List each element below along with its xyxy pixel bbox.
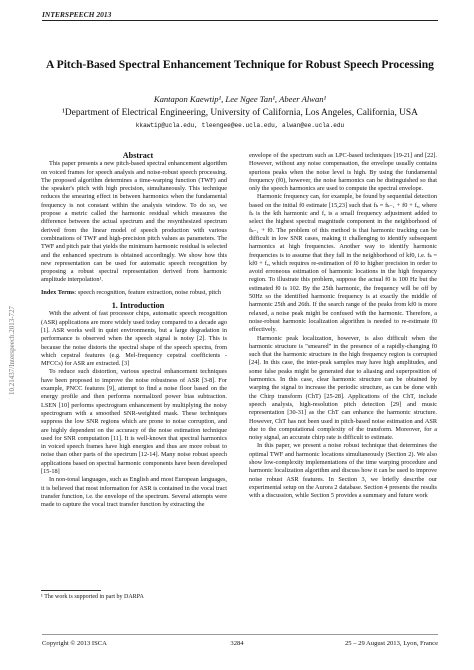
intro-paragraph: With the advent of fast processor chips, automatic speech recognition (ASR) applications are more widely used today compared to a decade ago [1]. ASR works well in quiet environments, but a large degradation in performance is observed when the speech signal is noisy [2]. This is because the noise distorts the spectral shape of the speech spectra, from which cepstral features (e.g. Mel-frequency cepstral coefficients - MFCCs) for ASR are extracted. [3] [41,310,227,368]
copyright-notice: Copyright © 2013 ISCA [42,640,107,647]
footer-rule [42,634,438,635]
intro-paragraph: In non-tonal languages, such as English and most European languages, it is believed that most information for ASR is contained in the vocal tract transfer function, i.e. the envelope of the spectrum. Several attempts were made to capture the vocal tract transfer function by extracting the [41,476,227,509]
page-number: 3284 [230,640,244,647]
footnote: ¹ The work is supported in part by DARPA [41,594,144,600]
conference-dates: 25 – 29 August 2013, Lyon, France [344,640,438,647]
abstract-heading: Abstract [122,151,154,160]
body-paragraph: Harmonic peak localization, however, is also difficult when the harmonic structure is "smeared" in the presence of a rapidly-changing f0 such that the harmonic structure in the high frequency region is corrupted [24]. In this case, the inter-peak samples may have high amplitudes, and some false peaks might be generated due to aliasing and superposition of harmonics. In this case, clear harmonic structure can be obtained by warping the signal to increase the periodic structure, as can be done with the Chirp transform (ChT) [25-28]. Applications of the ChT, include speech analysis, high-resolution pitch detection [29] and music representation [30-31] as the ChT can enhance the harmonic structure. However, ChT has not been used in pitch-based noise estimation and ASR due to the computational complexity of the transform. Moreover, for a noisy signal, an accurate chirp rate is difficult to estimate. [249,334,437,442]
body-paragraph: In this paper, we present a noise robust technique that determines the optimal TWF and harmonic locations simultaneously (Section 2). We also show low-complexity implementations of the time warping procedure and harmonic localization algorithm and discuss how it can be used to improve noise robust ASR features. In Section 3, we briefly describe our experimental setup on the Aurora 2 database. Section 4 presents the results with a discussion, while Section 5 provides a summary and future work [249,442,437,500]
doi-side-label: 10.21437/Interspeech.2013-727 [8,305,16,395]
left-column [41,152,227,509]
body-paragraph: envelope of the spectrum such as LPC-based techniques [19-21] and [22]. However, without any noise compensation, the envelope usually contains spurious peaks when the noise level is high. By using the fundamental frequency (f0), however, the noise harmonics can be distinguished so that only the speech harmonics are used to compute the spectral envelope. [249,152,437,193]
author-list: Kantapon Kaewtip¹, Lee Ngee Tan¹, Abeer Alwan¹ [153,94,327,104]
section-heading-introduction: 1. Introduction [111,301,165,311]
index-terms [41,289,227,297]
index-terms-label: Index Terms [41,288,75,296]
conference-header: INTERSPEECH 2013 [42,10,112,19]
body-paragraph: Harmonic frequency can, for example, be found by sequential detection based on the initial f0 estimate [15,23] such that fₖ = fₖ₋₁ + f0 + fₑ, where fₖ is the kth harmonic and fₑ is a small frequency adjustment added to select the highest spectral magnitude component in the neighborhood of fₖ₋₁ + f0. The problem of this method is that harmonic tracking can be difficult in low SNR cases, making it challenging to identify subsequent harmonics at high frequencies. Another way to identify harmonic frequencies is to assume that they fall in the neighborhood of kf0, i.e. fₖ = kf0 + fₑ, which requires re-estimation of f0 to higher precision in order to avoid erroneous estimation of harmonic locations in the high frequency region. To illustrate this problem, suppose the actual f0 is 100 Hz but the estimated f0 is 102. By the 25th harmonic, the frequency will be off by 50Hz so the identified harmonic frequency is at exactly the middle of harmonic 25th and 26th. If the search range of the peaks from kf0 is more relaxed, a noise peak might be confused with the harmonic. Therefore, a noise-robust harmonic localization algorithm is needed to re-estimate f0 effectively. [249,193,437,334]
abstract-body: This paper presents a new pitch-based spectral enhancement algorithm on voiced frames for speech analysis and noise-robust speech processing. The proposed algorithm determines a time-warping function (TWF) and the speaker's pitch with high precision, simultaneously. This technique reduces the smearing effect in between harmonics when the fundamental frequency is not constant within the analysis window. To do so, we propose a metric called the harmonic residual which measures the difference between the actual spectrum and the resynthesized spectrum derived from the linear model of speech production with various combinations of TWF and high-precision pitch values as parameters. The TWF and pitch pair that yields the minimum harmonic residual is selected and the enhanced spectrum is obtained accordingly. We show how this new representation can be used for automatic speech recognition by proposing a robust spectral representation derived from harmonic amplitude interpolation¹. [41,160,227,284]
right-column [249,152,437,500]
intro-paragraph: To reduce such distortion, various spectral enhancement techniques have been proposed to improve the noise robustness of ASR [3-8]. For example, PNCC features [9], attempt to find a noise floor based on the energy profile and then performs normalized power bias subtraction. LSEN [10] performs spectrogram enhancement by multiplying the noisy spectrogram with a smoothed SNR-weighted mask. These techniques suppress the low SNR regions which are prone to noise corruption, and are highly dependent on the accuracy of the noise estimation technique used for SNR computation [11]. It is well-known that spectral harmonics in voiced speech frames have high energies and thus are more robust to noise than other parts of the spectrum [12-14]. Many noise robust speech applications based on spectral harmonic components have been developed [15-18] [41,368,227,475]
affiliation: ¹Department of Electrical Engineering, University of California, Los Angeles, California, USA [62,108,418,118]
index-terms-text: : speech recognition, feature extraction, noise robust, pitch [74,288,221,296]
footnote-rule [41,590,101,591]
header-rule [42,20,438,21]
author-emails: kkawtip@ucla.edu, tleengee@ee.ucla.edu, alwan@ee.ucla.edu [135,122,345,129]
paper-title: A Pitch-Based Spectral Enhancement Technique for Robust Speech Processing [46,58,434,71]
